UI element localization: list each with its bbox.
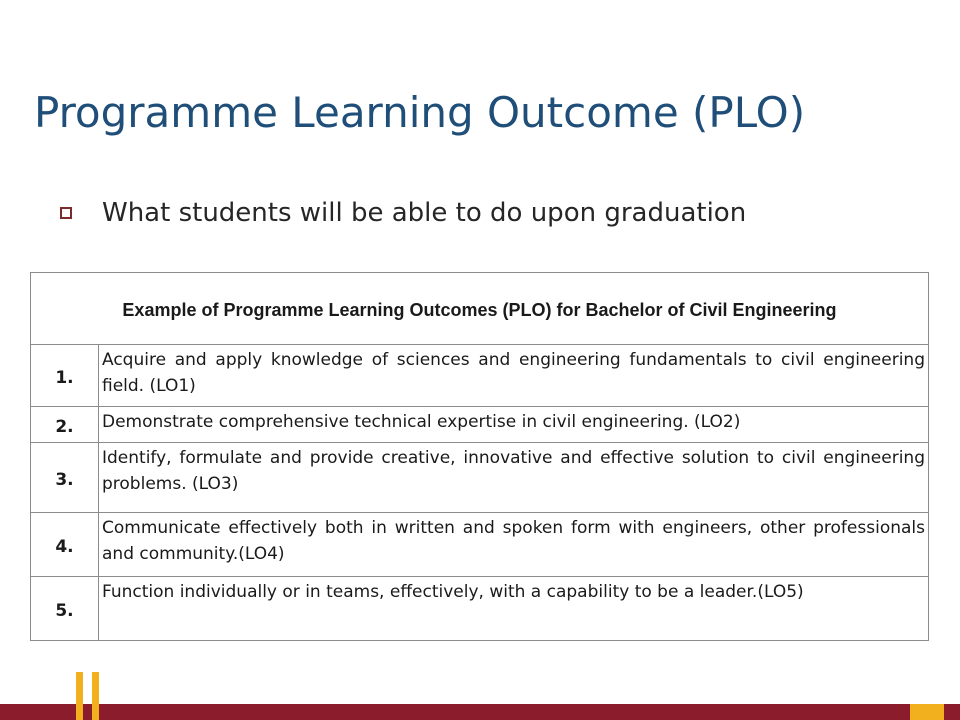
row-number: 4. xyxy=(31,513,99,577)
table-row xyxy=(31,407,929,443)
row-description: Communicate effectively both in written and spoken form with engineers, other professionals and community.(LO4) xyxy=(99,513,929,577)
row-description: Acquire and apply knowledge of sciences and engineering fundamentals to civil engineering field. (LO1) xyxy=(99,345,929,407)
row-number: 3. xyxy=(31,443,99,513)
row-number: 1. xyxy=(31,345,99,407)
table-header: Example of Programme Learning Outcomes (PLO) for Bachelor of Civil Engineering xyxy=(31,273,929,345)
row-description: Function individually or in teams, effectively, with a capability to be a leader.(LO5) xyxy=(99,577,929,641)
row-description: Identify, formulate and provide creative, innovative and effective solution to civil engineering problems. (LO3) xyxy=(99,443,929,513)
gold-accent-bar-right xyxy=(92,672,99,720)
table-row xyxy=(31,443,929,513)
table-row xyxy=(31,577,929,641)
slide-title: Programme Learning Outcome (PLO) xyxy=(34,88,806,137)
footer-band xyxy=(0,704,960,720)
row-number: 5. xyxy=(31,577,99,641)
bullet-text: What students will be able to do upon graduation xyxy=(102,198,747,228)
bullet-point xyxy=(60,198,746,228)
gold-accent-corner xyxy=(910,704,944,720)
gold-accent-bar-left xyxy=(76,672,83,720)
row-description: Demonstrate comprehensive technical expertise in civil engineering. (LO2) xyxy=(99,407,929,443)
hollow-square-bullet-icon xyxy=(60,207,72,219)
row-number: 2. xyxy=(31,407,99,443)
table-row xyxy=(31,513,929,577)
table-row xyxy=(31,345,929,407)
plo-table xyxy=(30,272,929,641)
